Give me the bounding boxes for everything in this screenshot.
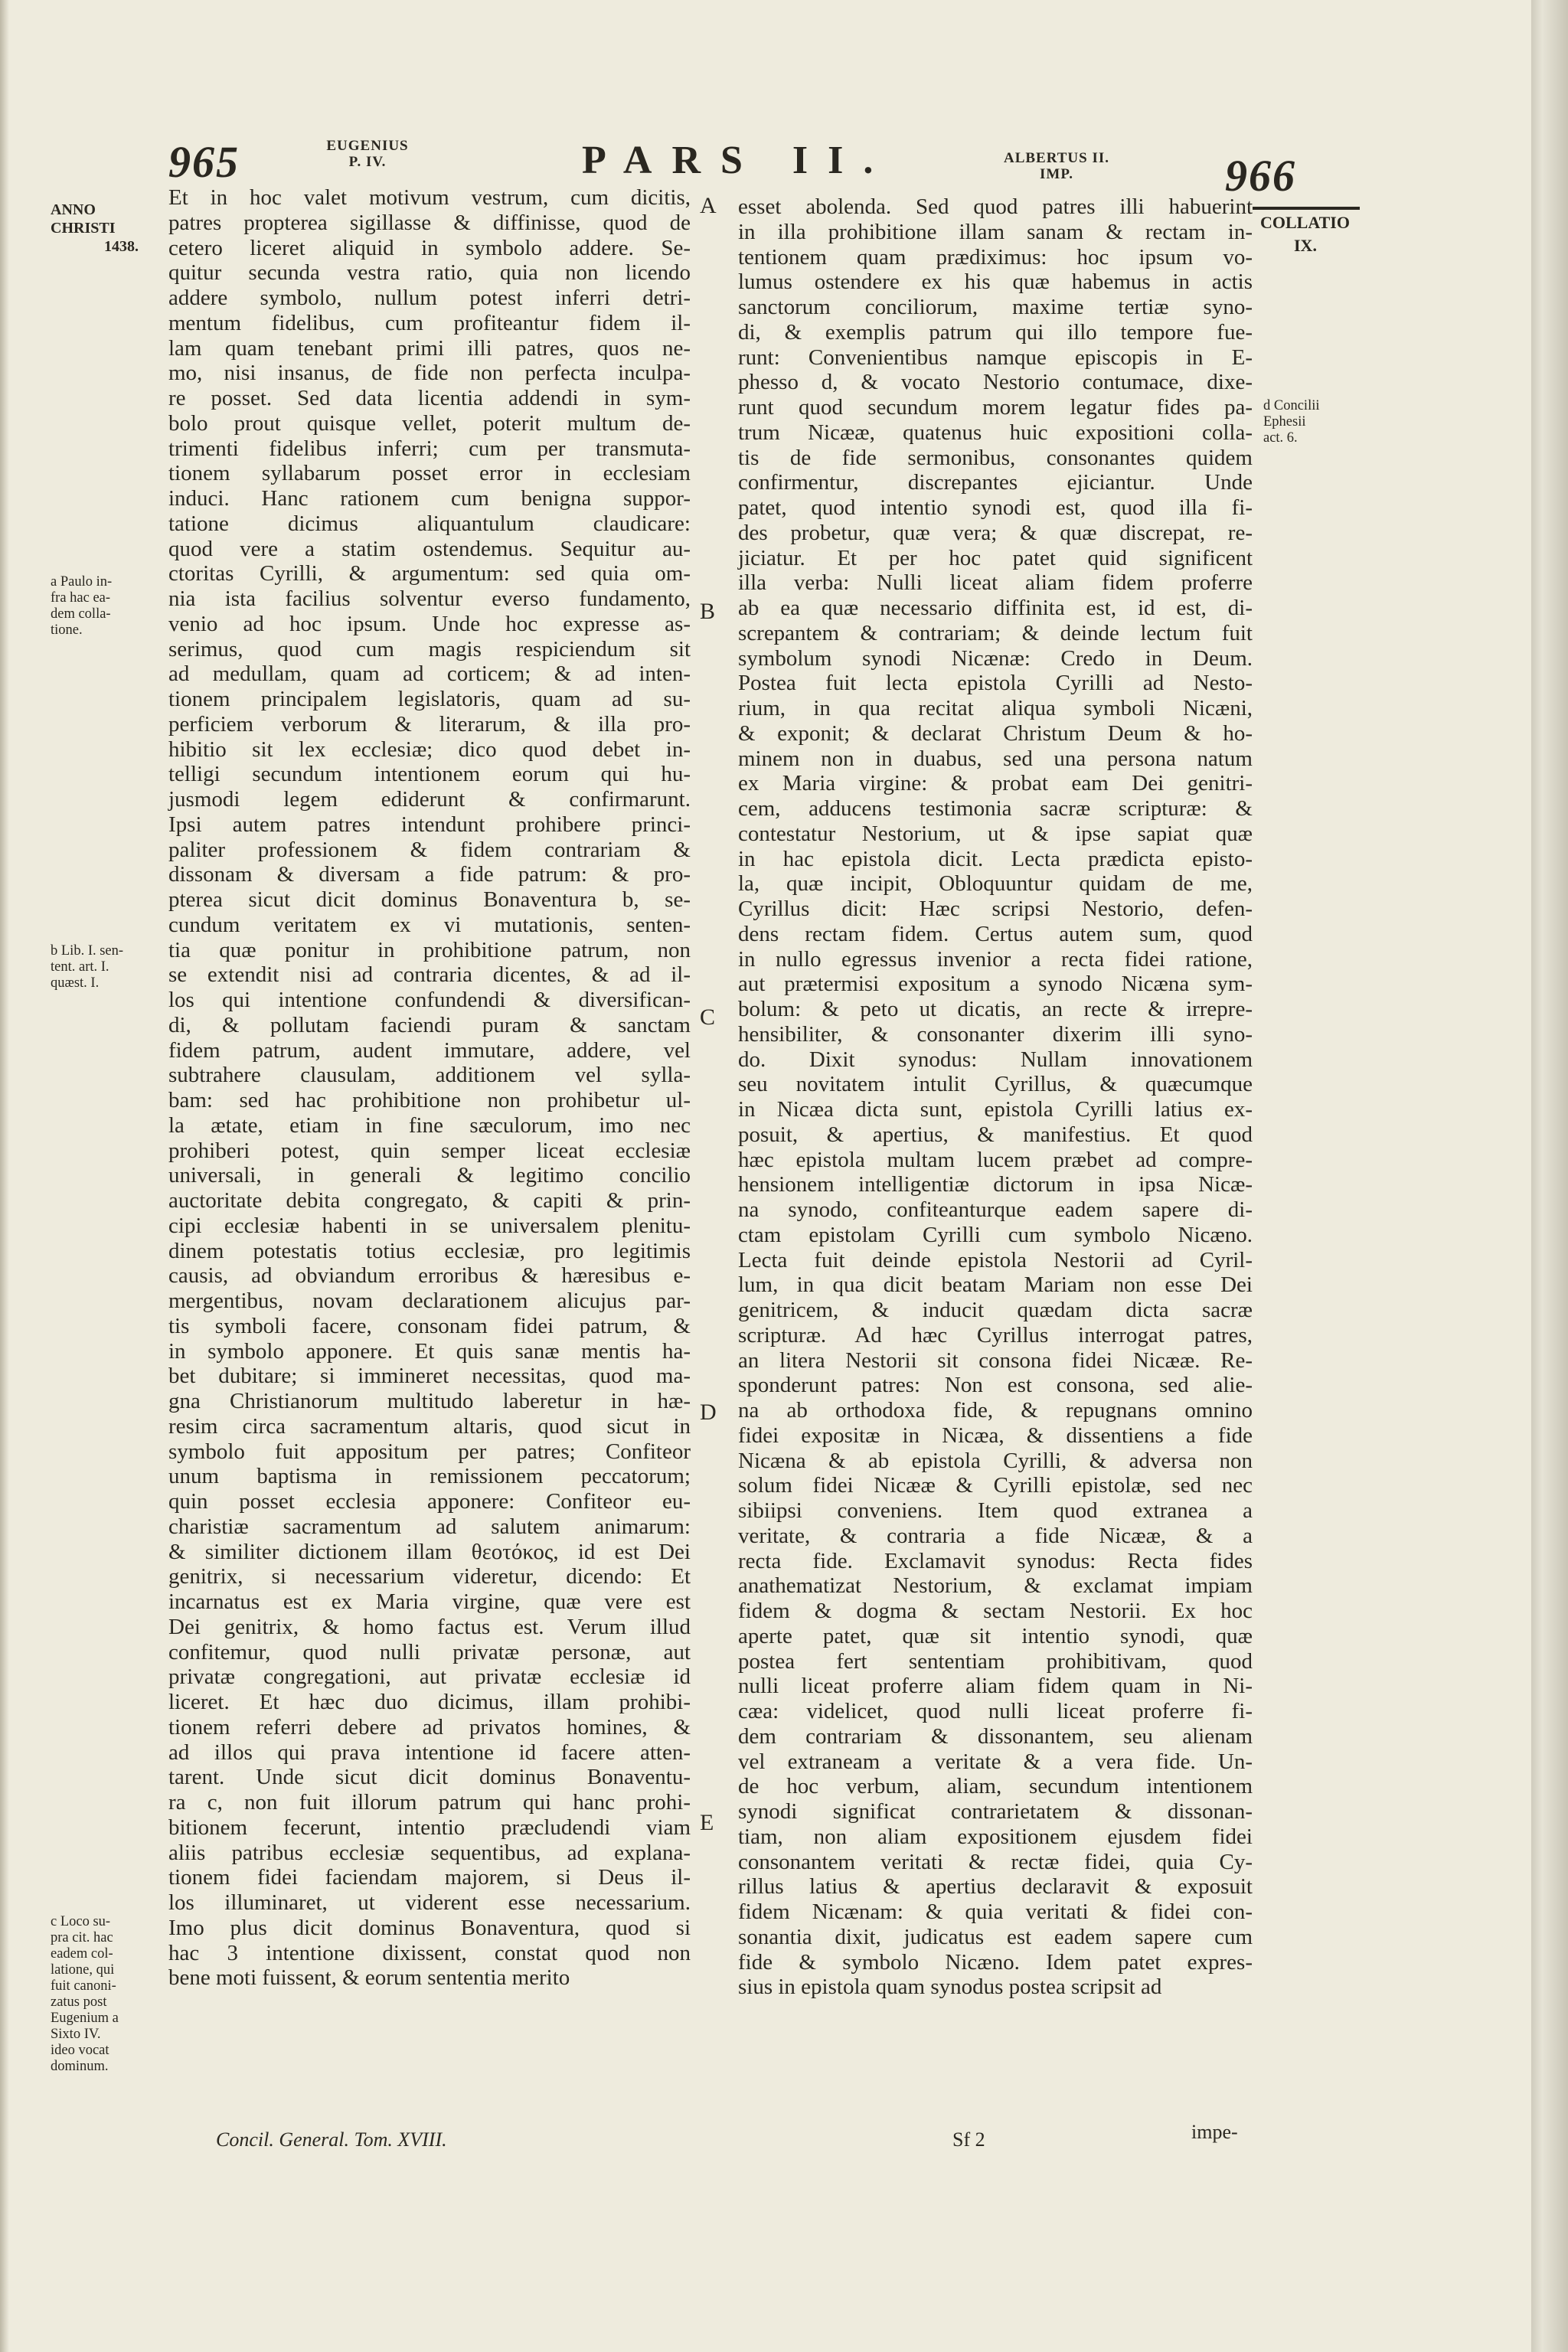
text-line: ctam epistolam Cyrilli cum symbolo Nicæno. <box>738 1222 1253 1247</box>
text-line: ra c, non fuit illorum patrum qui hanc prohi- <box>168 1790 691 1815</box>
margin-note-line: tent. art. I. <box>51 959 109 975</box>
collatio-rule <box>1253 207 1360 210</box>
right-text-column <box>738 194 1253 2000</box>
text-line: sibiipsi conveniens. Item quod extranea a <box>738 1498 1253 1523</box>
text-line: Ipsi autem patres intendunt prohibere princi- <box>168 812 691 837</box>
text-line: sponderunt patres: Non est consona, sed alie- <box>738 1373 1253 1398</box>
text-line: bam: sed hac prohibitione non prohibetur ul- <box>168 1088 691 1112</box>
text-line: tionem syllabarum posset error in ecclesiam <box>168 461 691 486</box>
year-note-line: ANNO <box>51 201 96 218</box>
text-line: postea fert sententiam prohibitivam, quod <box>738 1648 1253 1674</box>
text-line: mo, nisi insanus, de fide non perfecta inculpa- <box>168 361 691 386</box>
margin-note-line: act. 6. <box>1263 430 1298 446</box>
text-line: solum fidei Nicææ & Cyrilli epistolæ, sed nec <box>738 1473 1253 1498</box>
text-line: anathematizat Nestorium, & exclamat impiam <box>738 1573 1253 1599</box>
left-runner-line-1: EUGENIUS <box>326 138 409 154</box>
text-line: causis, ad obviandum erroribus & hæresibus e- <box>168 1263 691 1289</box>
text-line: rillus latius & apertius declaravit & exposuit <box>738 1874 1253 1900</box>
year-note-line: CHRISTI <box>51 220 116 237</box>
text-line: hæc epistola multam lucem præbet ad compre- <box>738 1147 1253 1172</box>
text-line: in illa prohibitione illam sanam & rectam in- <box>738 219 1253 244</box>
footer-volume: Concil. General. Tom. XVIII. <box>216 2128 447 2151</box>
text-line: screpantem & contrariam; & deinde lectum fuit <box>738 620 1253 645</box>
right-runner-line-1: ALBERTUS II. <box>1003 150 1110 166</box>
text-line: & exponit; & declarat Christum Deum & ho- <box>738 720 1253 746</box>
text-line: sanctorum conciliorum, maxime tertiæ syno- <box>738 295 1253 319</box>
footer-catchword: impe- <box>1191 2121 1238 2143</box>
text-line: symbolo fuit appositum per patres; Confiteor <box>168 1439 691 1464</box>
text-line: quod vere a statim ostendemus. Sequitur au- <box>168 536 691 561</box>
text-line: na ab orthodoxa fide, & repugnans omnino <box>738 1398 1253 1423</box>
text-line: cetero liceret aliquid in symbolo addere. Se- <box>168 235 691 260</box>
text-line: incarnatus est ex Maria virgine, quæ vere est <box>168 1589 691 1614</box>
text-line: recta fide. Exclamavit synodus: Recta fides <box>738 1548 1253 1573</box>
text-line: los qui intentione confundendi & diversifican- <box>168 988 691 1012</box>
text-line: universali, in generali & legitimo concilio <box>168 1163 691 1188</box>
section-letter: E <box>700 1810 714 1835</box>
left-text-column <box>168 185 691 1991</box>
text-line: bene moti fuissent, & eorum sententia merito <box>168 1965 570 1991</box>
text-line: hibitio sit lex ecclesiæ; dico quod debet in- <box>168 737 691 762</box>
text-line: seu novitatem intulit Cyrillus, & quæcumque <box>738 1072 1253 1097</box>
text-line: mergentibus, novam declarationem alicujus par- <box>168 1289 691 1313</box>
margin-note-line: a Paulo in- <box>51 574 113 590</box>
text-line: pterea sicut dicit dominus Bonaventura b, se- <box>168 887 691 912</box>
text-line: in symbolo apponere. Et quis sanæ mentis ha- <box>168 1338 691 1364</box>
text-line: aliis patribus ecclesiæ sequentibus, ad explana- <box>168 1840 691 1865</box>
text-line: scripturæ. Ad hæc Cyrillus interrogat patres, <box>738 1322 1253 1348</box>
text-line: charistiæ sacramentum ad salutem animarum: <box>168 1514 691 1539</box>
text-line: bolo prout quisque vellet, poterit multum de- <box>168 410 691 436</box>
text-line: jusmodi legem ediderunt & confirmarunt. <box>168 787 691 812</box>
margin-note-c <box>51 1914 119 2075</box>
text-line: lum, in qua dicit beatam Mariam non esse Dei <box>738 1272 1253 1298</box>
page-fore-edge <box>1531 0 1568 2352</box>
text-line: serimus, quod cum magis respiciendum sit <box>168 636 691 662</box>
text-line: Postea fuit lecta epistola Cyrilli ad Nesto- <box>738 671 1253 696</box>
text-line: lam quam tenebant primi illi patres, quos ne- <box>168 335 691 361</box>
margin-note-line: c Loco su- <box>51 1914 111 1929</box>
margin-note-line: Ephesii <box>1263 414 1306 430</box>
text-line: tiam, non aliam expositionem ejusdem fidei <box>738 1824 1253 1849</box>
text-line: patres propterea sigillasse & diffinisse, quod de <box>168 210 691 235</box>
text-line: bet dubitare; si immineret necessitas, quod ma- <box>168 1364 691 1389</box>
text-line: perficiem verborum & literarum, & illa pro- <box>168 711 691 737</box>
text-line: tionem referri debere ad privatos homines, & <box>168 1714 691 1740</box>
text-line: lumus ostendere ex his quæ habemus in actis <box>738 270 1253 295</box>
text-line: Nicæna & ab epistola Cyrilli, & adversa non <box>738 1448 1253 1473</box>
text-line: tis de fide sermonibus, consonantes quidem <box>738 445 1253 470</box>
margin-note-line: dominum. <box>51 2059 109 2074</box>
text-line: patet, quod intentio synodi est, quod illa fi- <box>738 495 1253 520</box>
text-line: dissonam & diversam a fide patrum: & pro- <box>168 862 691 887</box>
text-line: consonantem veritati & rectæ fidei, quia Cy- <box>738 1849 1253 1874</box>
text-line: venio ad hoc ipsum. Unde hoc expresse as- <box>168 611 691 636</box>
margin-note-b <box>51 943 123 991</box>
text-line: cem, adducens testimonia sacræ scripturæ: & <box>738 796 1253 821</box>
text-line: ex Maria virgine: & probat eam Dei genitri- <box>738 771 1253 796</box>
text-line: trum Nicææ, quatenus huic expositioni colla- <box>738 420 1253 445</box>
text-line: paliter professionem & fidem contrariam & <box>168 837 691 862</box>
margin-note-line: pra cit. hac <box>51 1930 113 1945</box>
collatio-line: COLLATIO <box>1260 213 1350 232</box>
text-line: subtrahere clausulam, additionem vel sylla- <box>168 1063 691 1088</box>
margin-note-line: d Concilii <box>1263 398 1320 413</box>
text-line: de hoc verbum, aliam, secundum intentionem <box>738 1774 1253 1799</box>
left-page-number: 965 <box>168 137 240 187</box>
text-line: cæa: videlicet, quod nulli liceat proferre fi- <box>738 1699 1253 1723</box>
margin-note-line: Eugenium a <box>51 2011 119 2026</box>
text-line: dens rectam fidem. Certus autem sum, quod <box>738 921 1253 946</box>
margin-note-line: fra hac ea- <box>51 590 111 606</box>
left-running-head <box>322 138 413 170</box>
year-note <box>51 201 139 256</box>
right-runner-line-2: IMP. <box>1040 166 1073 182</box>
text-line: Et in hoc valet motivum vestrum, cum dicitis, <box>168 185 691 210</box>
margin-note-line: ideo vocat <box>51 2043 109 2058</box>
text-line: mentum fidelibus, cum profiteantur fidem il- <box>168 310 691 335</box>
text-line: fidem patrum, audent immutare, addere, vel <box>168 1037 691 1063</box>
text-line: fidem & dogma & sectam Nestorii. Ex hoc <box>738 1599 1253 1623</box>
right-page-number: 966 <box>1225 151 1296 201</box>
collatio-heading <box>1260 211 1350 257</box>
text-line: rium, in qua recitat aliqua symboli Nicæni, <box>738 696 1253 720</box>
text-line: symbolum synodi Nicænæ: Credo in Deum. <box>738 645 1253 671</box>
text-line: trimenti fidelibus inferri; cum per transmuta- <box>168 436 691 461</box>
text-line: cipi ecclesiæ habenti in se universalem plenitu- <box>168 1213 691 1238</box>
text-line: genitricem, & inducit quædam dicta sacræ <box>738 1298 1253 1322</box>
text-line: fide & symbolo Nicæno. Idem patet expres- <box>738 1949 1253 1975</box>
text-line: tatione dicimus aliquantulum claudicare: <box>168 511 691 536</box>
text-line: aperte patet, quæ sit intentio synodi, quæ <box>738 1623 1253 1648</box>
text-line: aut prætermisi expositum a synodo Nicæna sym- <box>738 972 1253 997</box>
text-line: & similiter dictionem illam θεοτόκος, id est Dei <box>168 1539 691 1564</box>
text-line: fidei expositæ in Nicæa, & dissentiens a fide <box>738 1423 1253 1448</box>
text-line: in Nicæa dicta sunt, epistola Cyrilli latius ex- <box>738 1097 1253 1122</box>
text-line: tis symboli facere, consonam fidei patrum, & <box>168 1313 691 1338</box>
text-line: unum baptisma in remissionem peccatorum; <box>168 1464 691 1489</box>
text-line: jiciatur. Et per hoc patet quid significent <box>738 545 1253 570</box>
text-line: bolum: & peto ut dicatis, an recte & irrepre- <box>738 997 1253 1021</box>
text-line: in hac epistola dicit. Lecta prædicta episto- <box>738 846 1253 871</box>
text-line: dem contrariam & dissonantem, seu alienam <box>738 1723 1253 1749</box>
text-line: fidem Nicænam: & quia veritati & fidei con- <box>738 1900 1253 1924</box>
text-line: quin posset ecclesia apponere: Confiteor eu- <box>168 1489 691 1514</box>
margin-note-d <box>1263 398 1320 446</box>
text-line: nia ista facilius solventur everso fundamento, <box>168 586 691 611</box>
text-line: esset abolenda. Sed quod patres illi habuerint <box>738 194 1253 219</box>
page-binding-edge <box>0 0 9 2352</box>
footer-signature: Sf 2 <box>952 2128 985 2151</box>
margin-note-line: tione. <box>51 622 83 638</box>
text-line: illa verba: Nulli liceat aliam fidem proferre <box>738 570 1253 596</box>
margin-note-line: b Lib. I. sen- <box>51 943 124 959</box>
text-line: di, & exemplis patrum qui illo tempore fue- <box>738 319 1253 345</box>
text-line: na synodo, confiteanturque eadem sapere di- <box>738 1197 1253 1222</box>
text-line: do. Dixit synodus: Nullam innovationem <box>738 1047 1253 1072</box>
text-line: prohiberi potest, quin semper liceat ecclesiæ <box>168 1138 691 1163</box>
text-line: synodi significat contrarietatem & dissonan- <box>738 1799 1253 1824</box>
text-line: veritate, & contraria a fide Nicææ, & a <box>738 1523 1253 1548</box>
text-line: auctoritate debita congregato, & capiti & prin- <box>168 1188 691 1213</box>
text-line: se extendit nisi ad contraria dicentes, & ad il- <box>168 962 691 988</box>
text-line: des probetur, quæ vera; & quæ discrepat, re- <box>738 520 1253 545</box>
text-line: hac 3 intentione dixissent, constat quod non <box>168 1940 691 1965</box>
text-line: addere symbolo, nullum potest inferri detri- <box>168 286 691 310</box>
text-line: ad illos qui prava intentione id facere atten- <box>168 1740 691 1765</box>
year-note-line: 1438. <box>104 238 139 255</box>
text-line: an litera Nestorii sit consona fidei Nicææ. Re- <box>738 1348 1253 1373</box>
text-line: cundum veritatem ex vi mutationis, senten- <box>168 912 691 937</box>
text-line: confirmentur, discrepantes ejiciantur. Unde <box>738 470 1253 495</box>
margin-note-line: zatus post <box>51 1994 107 2010</box>
section-letter: A <box>700 193 717 218</box>
text-line: vel extraneam a veritate & a vera fide. Un- <box>738 1749 1253 1774</box>
text-line: in nullo egressus invenior a recta fidei ratione, <box>738 946 1253 972</box>
text-line: bitionem fecerunt, intentio præcludendi viam <box>168 1815 691 1840</box>
right-running-head <box>1003 150 1110 182</box>
text-line: hensionem intelligentiæ dictorum in ipsa Nicæ- <box>738 1172 1253 1197</box>
text-line: privatæ congregationi, aut privatæ ecclesiæ id <box>168 1664 691 1690</box>
text-line: runt: Convenientibus namque episcopis in E- <box>738 345 1253 370</box>
margin-note-line: fuit canoni- <box>51 1978 116 1994</box>
text-line: tionem principalem legislatoris, quam ad su- <box>168 687 691 711</box>
margin-note-line: latione, qui <box>51 1962 115 1978</box>
text-line: Dei genitrix, & homo factus est. Verum illud <box>168 1614 691 1639</box>
text-line: minem non in duabus, sed una persona natum <box>738 746 1253 771</box>
text-line: contestatur Nestorium, ut & ipse sapiat quæ <box>738 821 1253 846</box>
text-line: di, & pollutam faciendi puram & sanctam <box>168 1012 691 1037</box>
text-line: Lecta fuit deinde epistola Nestorii ad Cyril- <box>738 1247 1253 1272</box>
text-line: los illuminaret, ut viderent esse necessarium. <box>168 1890 691 1915</box>
text-line: quitur secunda vestra ratio, quia non licendo <box>168 260 691 286</box>
section-letter: D <box>700 1400 717 1425</box>
text-line: posuit, & apertius, & manifestius. Et quod <box>738 1122 1253 1147</box>
margin-note-line: quæst. I. <box>51 975 100 991</box>
text-line: la ætate, etiam in fine sæculorum, imo nec <box>168 1112 691 1138</box>
text-line: phesso d, & vocato Nestorio contumace, dixe- <box>738 370 1253 395</box>
text-line: tentionem quam prædiximus: hoc ipsum vo- <box>738 244 1253 270</box>
text-line: nulli liceat proferre aliam fidem quam in Ni- <box>738 1674 1253 1699</box>
margin-note-line: Sixto IV. <box>51 2027 101 2042</box>
text-line: sonantia dixit, judicatus est eadem sapere cum <box>738 1924 1253 1949</box>
text-line: ad medullam, quam ad corticem; & ad inten- <box>168 662 691 687</box>
margin-note-a <box>51 574 112 639</box>
text-line: Cyrillus dicit: Hæc scripsi Nestorio, defen- <box>738 897 1253 921</box>
margin-note-line: eadem col- <box>51 1946 113 1962</box>
text-line: sius in epistola quam synodus postea scripsit ad <box>738 1975 1162 2000</box>
page-title: PARS II. <box>582 139 893 182</box>
text-line: hensibiliter, & consonanter dixerim illi syno- <box>738 1021 1253 1047</box>
text-line: ctoritas Cyrilli, & argumentum: sed quia om- <box>168 561 691 586</box>
text-line: genitrix, si necessarium videretur, dicendo: Et <box>168 1564 691 1589</box>
text-line: gna Christianorum multitudo laberetur in hæ- <box>168 1389 691 1413</box>
margin-note-line: dem colla- <box>51 606 111 622</box>
text-line: Imo plus dicit dominus Bonaventura, quod si <box>168 1915 691 1940</box>
text-line: dinem potestatis totius ecclesiæ, pro legitimis <box>168 1238 691 1263</box>
text-line: tia quæ ponitur in prohibitione patrum, non <box>168 937 691 962</box>
text-line: la, quæ incipit, Obloquuntur quidam de me, <box>738 871 1253 897</box>
text-line: liceret. Et hæc duo dicimus, illam prohibi- <box>168 1690 691 1714</box>
text-line: runt quod secundum morem legatur fides pa- <box>738 395 1253 420</box>
text-line: tarent. Unde sicut dicit dominus Bonaventu- <box>168 1765 691 1790</box>
text-line: telligi secundum intentionem eorum qui hu- <box>168 762 691 787</box>
section-letter: C <box>700 1004 716 1030</box>
collatio-line: IX. <box>1294 236 1317 255</box>
text-line: re posset. Sed data licentia addendi in sym- <box>168 386 691 410</box>
left-runner-line-2: P. IV. <box>348 154 387 170</box>
text-line: tionem fidei faciendam majorem, si Deus il- <box>168 1865 691 1890</box>
section-letter: B <box>700 599 716 624</box>
text-line: resim circa sacramentum altaris, quod sicut in <box>168 1413 691 1439</box>
text-line: confitemur, quod nulli privatæ personæ, aut <box>168 1639 691 1664</box>
text-line: ab ea quæ necessario diffinita est, id est, di- <box>738 596 1253 620</box>
text-line: induci. Hanc rationem cum benigna suppor- <box>168 486 691 511</box>
